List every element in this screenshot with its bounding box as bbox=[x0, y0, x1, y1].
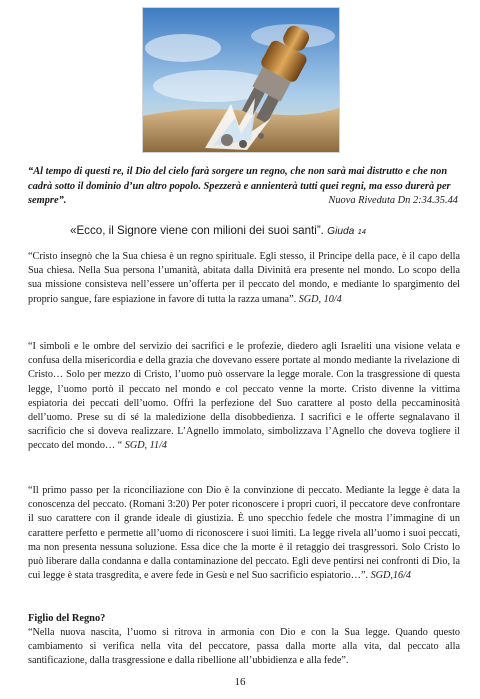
paragraph bbox=[28, 340, 460, 454]
paragraph-text: “Cristo insegnò che la Sua chiesa è un regno spirituale. Egli stesso, il Principe della pace, è il capo della Sua chiesa. Nella Sua persona l’umanità, abitata dalla Divinità era presente nel mondo. Lo scopo della sua missione consisteva nell’essere un’offerta per il peccato del mondo, e mediante lo spargimento del proprio sangue, fare espiazione in favore di tutta la razza umana”. bbox=[28, 251, 460, 305]
paragraph-text: “I simboli e le ombre del servizio dei sacrifici e le profezie, diedero agli Israeliti una visione velata e confusa della misericordia e della grazia che dovevano essere portate al mondo mediante la rivelazione di Cristo… Solo per mezzo di Cristo, l’uomo può osservare la legge morale. Con la trasgressione di questa legge, l’uomo portò il peccato nel mondo e col peccato venne la morte. Cristo divenne la vittima espiatoria dei peccati dell’uomo. Offrì la perfezione del Suo carattere al posto della peccaminosità dell’uomo. Prese su di sé la maledizione della disobbedienza. I sacrifici e le offerte segnalavano il sacrificio che si doveva realizzare. L’Agnello immolato, simbolizzava l’Agnello che doveva togliere il peccato del mondo… “ bbox=[28, 341, 460, 452]
statue-stone-illustration bbox=[142, 7, 340, 153]
statue-stone-image bbox=[143, 8, 339, 152]
paragraph bbox=[28, 484, 460, 583]
daniel-quote-text: “Al tempo di questi re, il Dio del cielo farà sorgere un regno, che non sarà mai distrutto e che non cadrà sotto il dominio d’un altro popolo. Spezzerà e annienterà tutti quei regni, ma esso durerà per sempre”. bbox=[28, 166, 451, 207]
jude-verse bbox=[70, 223, 470, 239]
section-heading: Figlio del Regno? bbox=[28, 613, 106, 624]
section-paragraph bbox=[28, 626, 460, 669]
daniel-quote bbox=[28, 165, 458, 209]
paragraph bbox=[28, 250, 460, 307]
paragraph-text: “Il primo passo per la riconciliazione con Dio è la convinzione di peccato. Mediante la legge è data la conoscenza del peccato. (Romani 3:20) Per poter riconoscere i propri cuori, il peccatore deve confrontare il suo carattere con il grande ideale di giustizia. È uno specchio fedele che mostra l’immagine di un carattere perfetto e permette all’uomo di riconoscere i suoi limiti. La legge rivela all’uomo i suoi peccati, ma non presenta nessuna soluzione. Essa dice che la morte è il retaggio dei trasgressori. Solo Cristo lo può liberare dalla condanna e dalla contaminazione del peccato. Egli deve pentirsi nei confronti di Dio, la cui legge è stata trasgredita, e avere fede in Gesù e nel Suo sacrificio espiatorio…”. bbox=[28, 485, 460, 582]
paragraph-reference: SGD,16/4 bbox=[370, 570, 412, 582]
section-paragraph-text: “Nella nuova nascita, l’uomo si ritrova in armonia con Dio e con la Sua legge. Quando questo cambiamento si verifica nella vita del peccatore, passa dalla morte alla vita, dal peccato alla santificazione, dalla trasgressione e dalla ribellione all’ubbidienza e alla fede”. bbox=[28, 627, 460, 667]
paragraph-reference: SGD, 11/4 bbox=[124, 440, 168, 452]
page-number: 16 bbox=[234, 676, 246, 688]
daniel-quote-reference: Nuova Riveduta Dn 2:34.35.44 bbox=[328, 195, 458, 207]
jude-verse-text: «Ecco, il Signore viene con milioni dei suoi santi”. bbox=[70, 224, 324, 237]
paragraph-reference: SGD, 10/4 bbox=[298, 293, 342, 305]
jude-verse-source: Giuda bbox=[327, 226, 355, 237]
jude-verse-number: 14 bbox=[357, 227, 366, 236]
